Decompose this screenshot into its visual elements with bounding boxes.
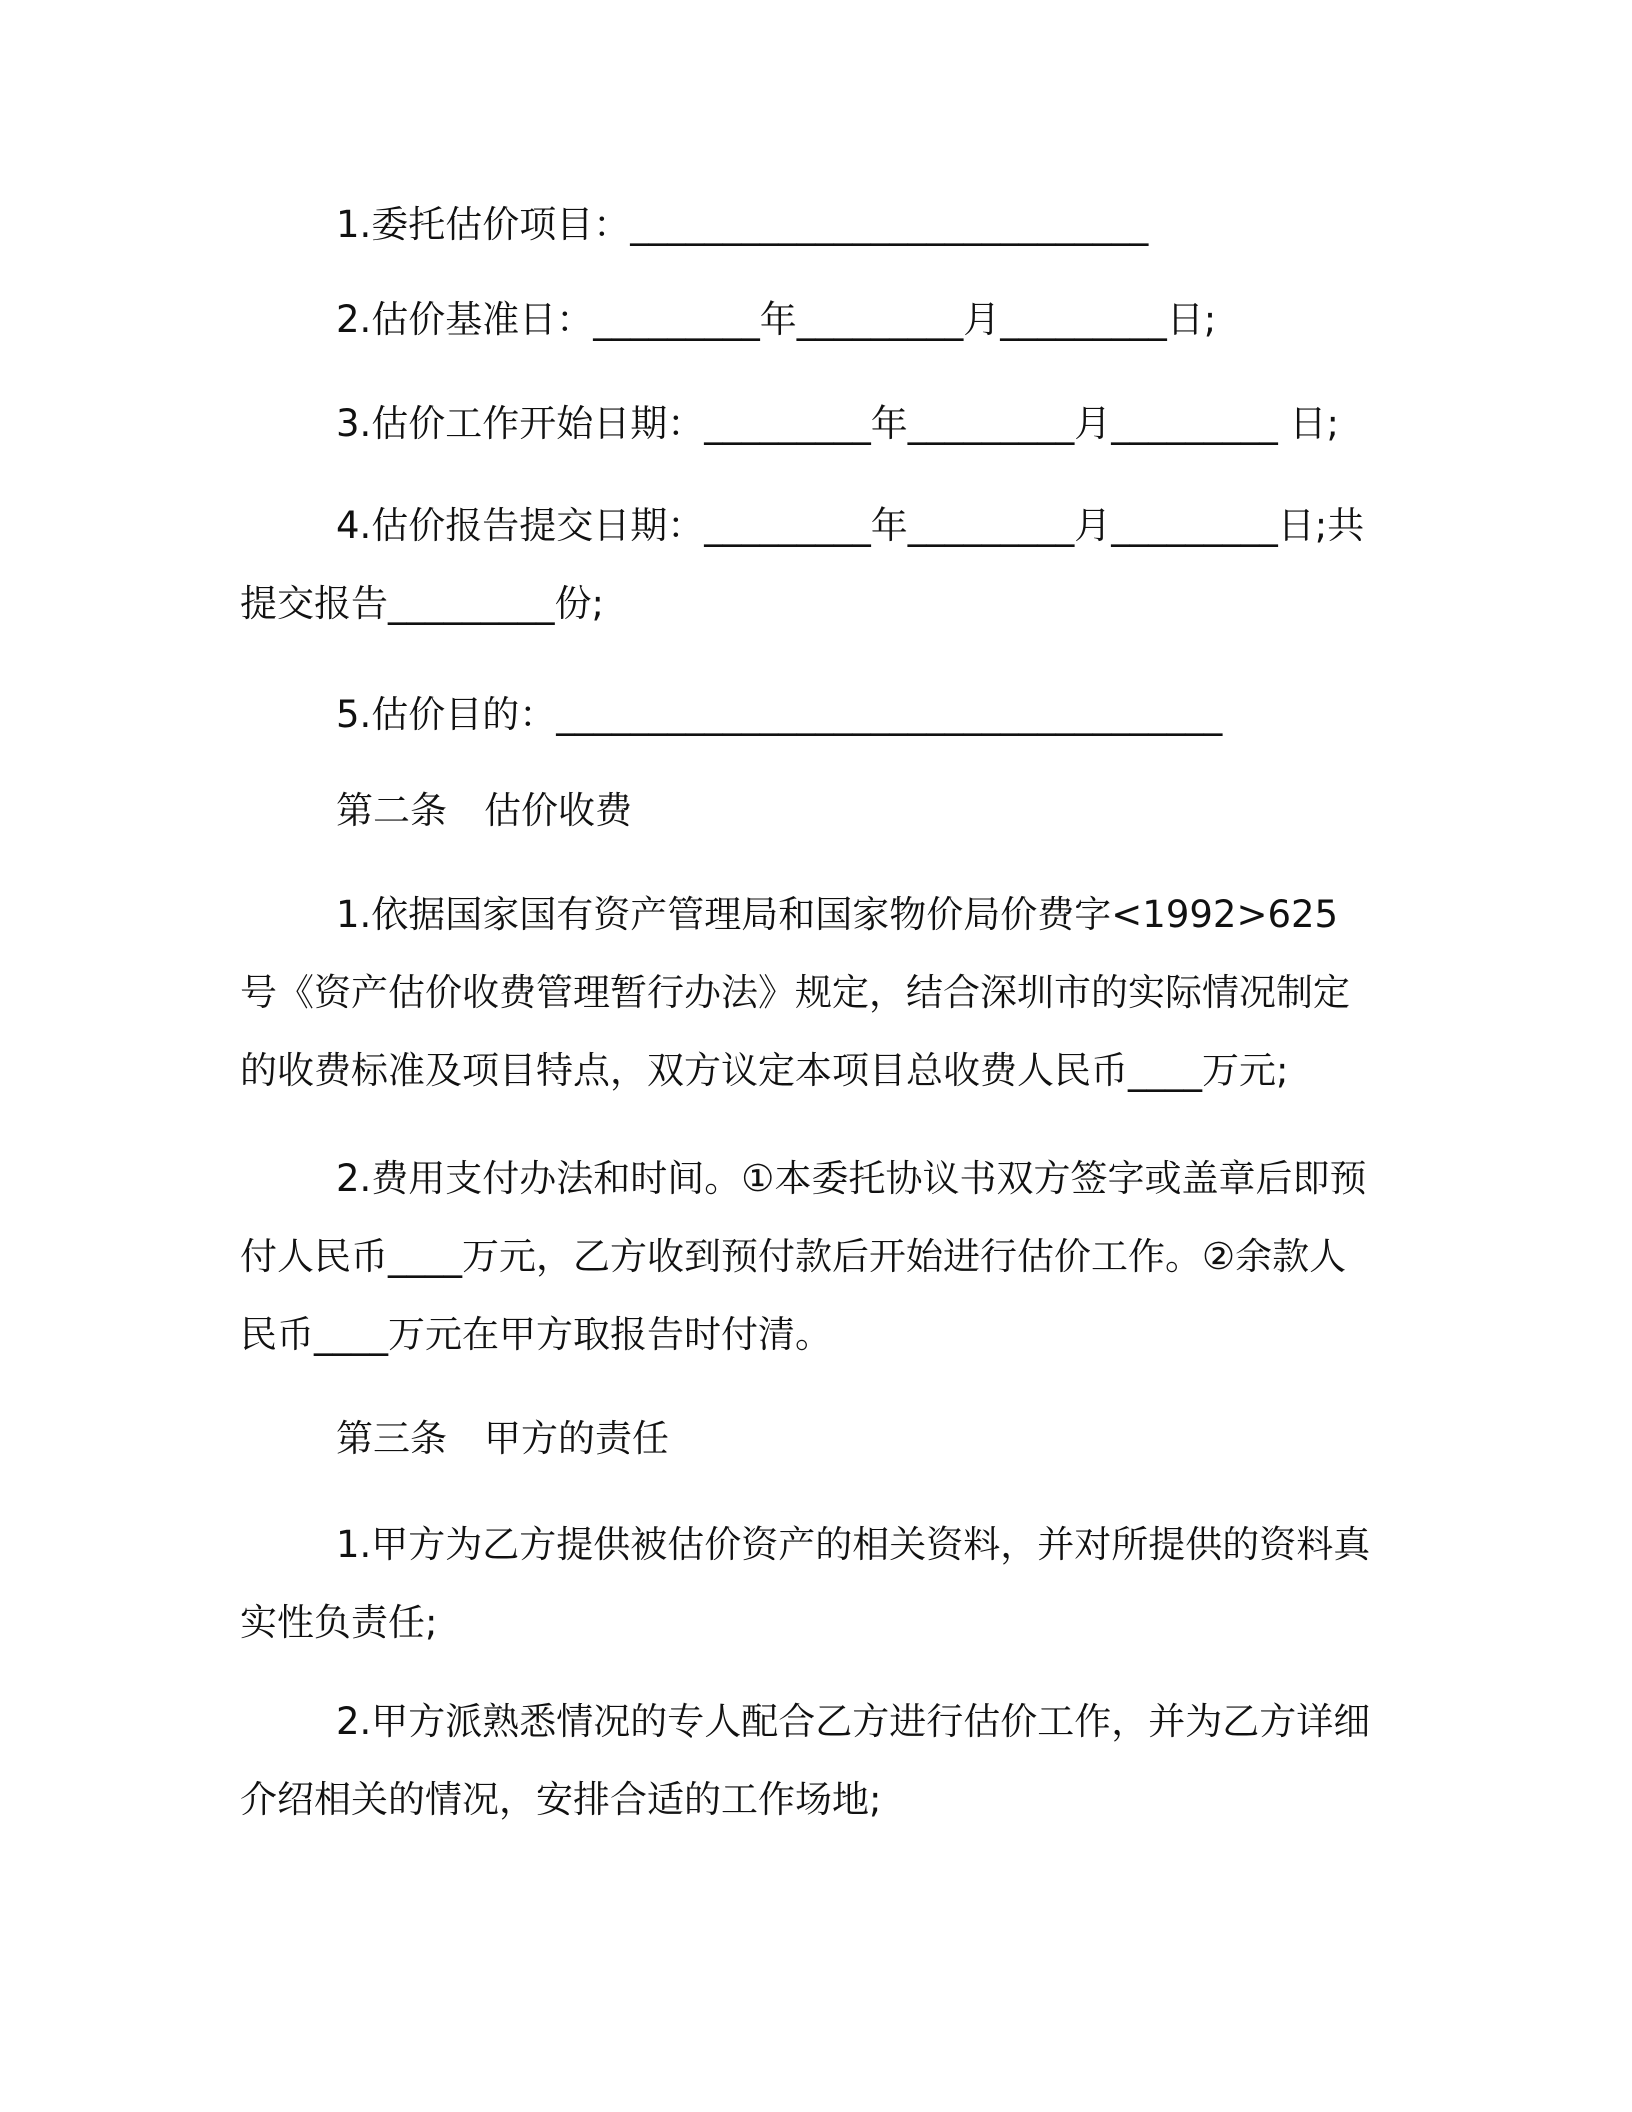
article-3-clause-2: 2.甲方派熟悉情况的专人配合乙方进行估价工作，并为乙方详细介绍相关的情况，安排合适的工作场地; — [240, 1700, 1371, 1821]
item-valuation-base-date: 2.估价基准日：_________年_________月_________日; — [336, 298, 1217, 341]
article-2-clause-2: 2.费用支付办法和时间。①本委托协议书双方签字或盖章后即预付人民币____万元，乙方收到预付款后开始进行估价工作。②余款人民币____万元在甲方取报告时付清。 — [240, 1157, 1367, 1356]
item-valuation-purpose: 5.估价目的：____________________________________ — [336, 693, 1223, 736]
article-3-heading: 第三条 甲方的责任 — [336, 1417, 669, 1460]
article-3-clause-1: 1.甲方为乙方提供被估价资产的相关资料，并对所提供的资料真实性负责任; — [240, 1523, 1371, 1644]
article-2-heading: 第二条 估价收费 — [336, 789, 632, 832]
item-report-submission-date: 4.估价报告提交日期：_________年_________月_________日;共提交报告_________份; — [240, 504, 1365, 625]
item-entrusted-project: 1.委托估价项目：____________________________ — [336, 203, 1149, 246]
article-2-clause-1: 1.依据国家国有资产管理局和国家物价局价费字<1992>625 号《资产估价收费管理暂行办法》规定，结合深圳市的实际情况制定的收费标准及项目特点，双方议定本项目总收费人民币____万元; — [240, 893, 1350, 1092]
item-work-start-date: 3.估价工作开始日期：_________年_________月_________ 日; — [336, 402, 1340, 445]
